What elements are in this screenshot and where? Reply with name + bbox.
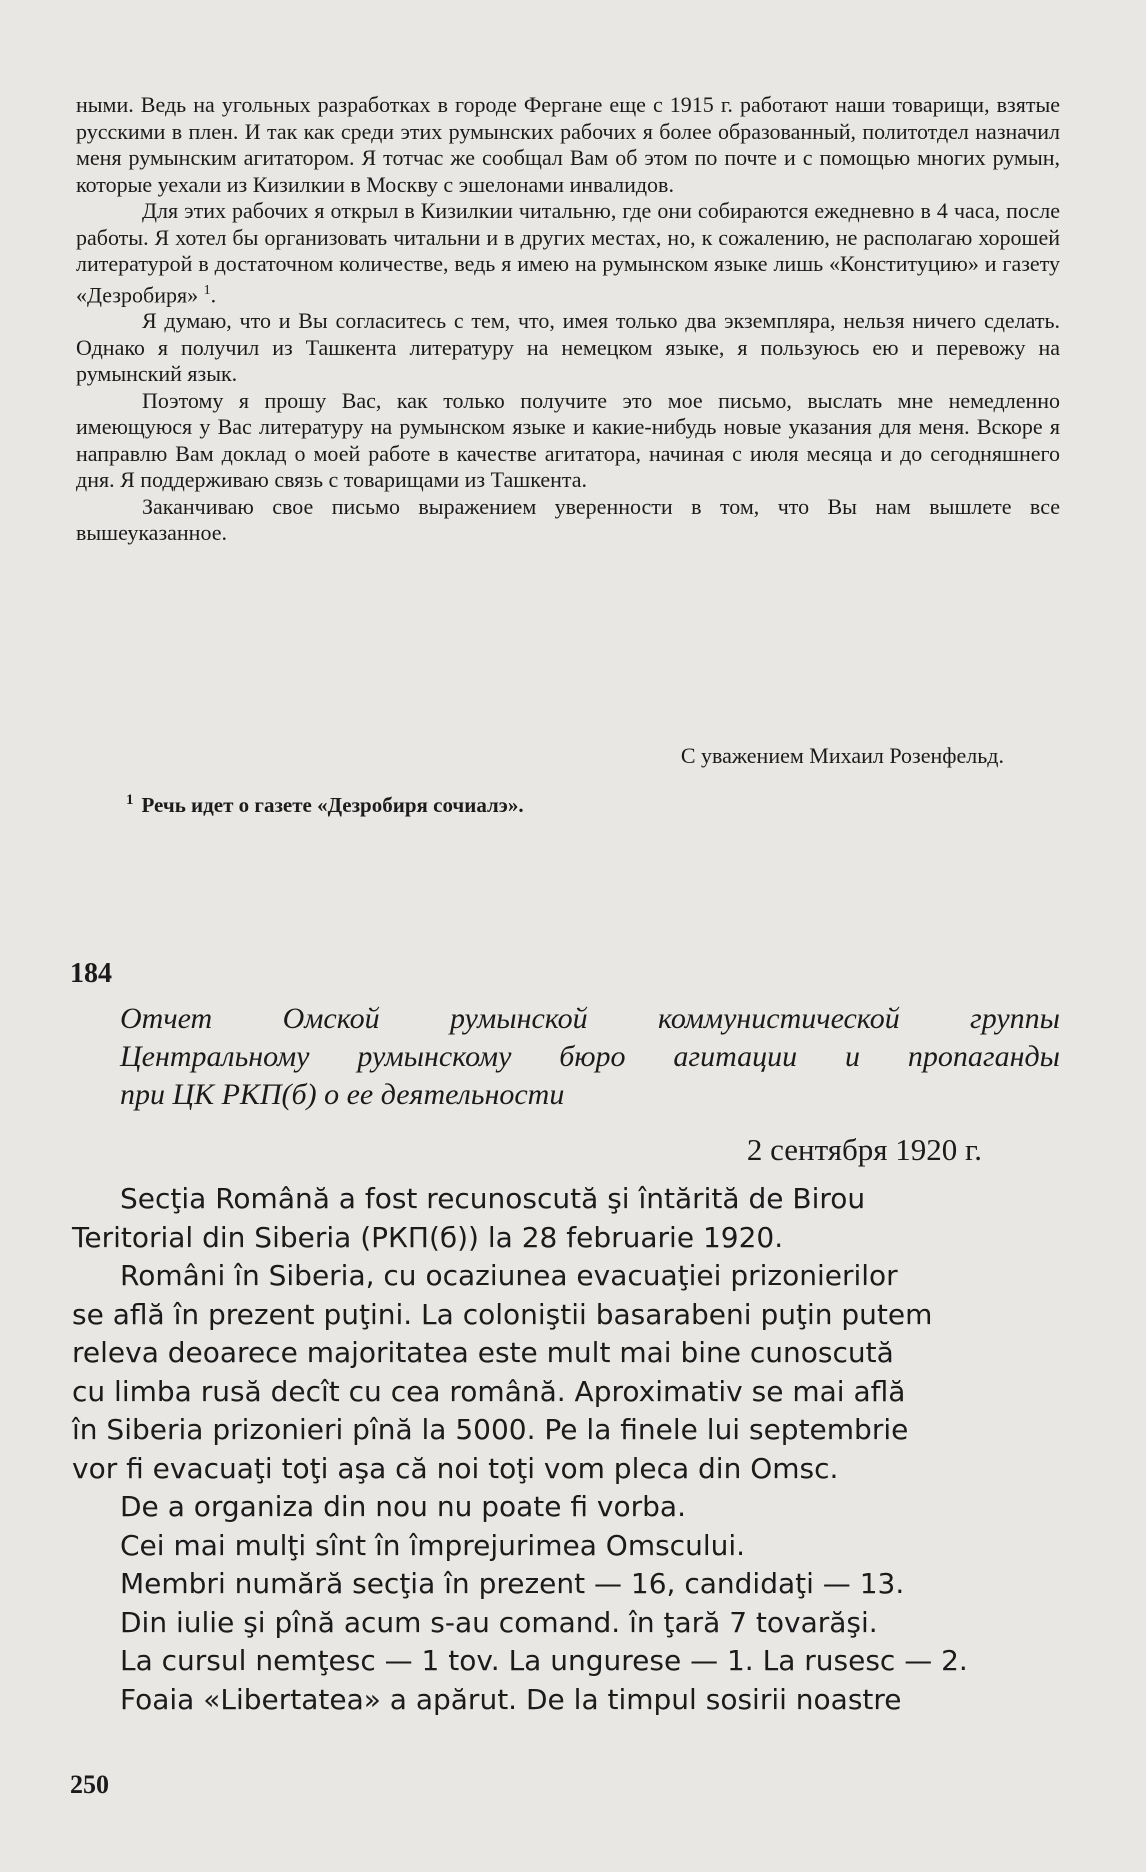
letter-paragraph: Поэтому я прошу Вас, как только получите это мое письмо, выслать мне немедленно имеющуюся у Вас литературу на румынском языке и какие-нибудь новые указания для меня. Вскоре я направлю Вам доклад о моей работе в качестве агитатора, начиная с июля месяца и до сегодняшнего дня. Я поддерживаю связь с товарищами из Ташкента. [76,387,1060,493]
title-line: Отчет Омской румынской коммунистической группы [120,1002,1060,1035]
letter-paragraph: Я думаю, что и Вы согласитесь с тем, что, имея только два экземпляра, нельзя ничего сделать. Однако я получил из Ташкента литературу на немецком языке, я пользуюсь ею и перевожу на румынский язык. [76,308,1060,387]
report-line: La cursul nemţesc — 1 tov. La ungurese — 1. La rusesc — 2. [120,1644,968,1677]
footnote-number: 1 [126,792,134,808]
page-number: 250 [70,1770,109,1799]
report-line: Din iulie şi pînă acum s-au comand. în ţară 7 tovarăşi. [120,1605,878,1639]
letter-signature: С уважением Михаил Розенфельд. [680,743,1004,768]
report-line: Secţia Română a fost recunoscută şi întărită de Birou [120,1182,866,1215]
report-line: se află în prezent puţini. La coloniştii basarabeni puţin putem [72,1297,933,1331]
title-line: Центральному румынскому бюро агитации и пропаганды [120,1040,1060,1073]
letter-paragraph: Для этих рабочих я открыл в Кизилкии читальню, где они собираются ежедневно в 4 часа, после работы. Я хотел бы организовать читальни и в других местах, но, к сожалению, не располагаю хорошей литературой в достаточном количестве, ведь я имею на румынском языке лишь «Конституцию» и газету «Дезробиря» $^1$. [76,198,1060,307]
report-line: în Siberia prizonieri pînă la 5000. Pe la finele lui septembrie [72,1413,909,1446]
document-number: 184 [70,958,112,989]
romanian-report-body [72,1180,1052,1719]
footnote-marker: 1 [203,282,211,298]
footnote [126,792,524,818]
report-line: cu limba rusă decît cu cea română. Aproximativ se mai află [72,1374,906,1408]
letter-paragraph: Заканчиваю свое письмо выражением уверенности в том, что Вы нам вышлете все вышеуказанное. [76,493,1060,546]
footnote-text: Речь идет о газете «Дезробиря сочиалэ». [141,793,524,817]
report-line: Români în Siberia, cu ocaziunea evacuaţiei prizonierilor [120,1259,898,1292]
report-line: Membri numără secţia în prezent — 16, candidaţi — 13. [120,1567,905,1600]
report-line: Cei mai mulţi sînt în împrejurimea Omscului. [120,1528,746,1562]
report-line: vor fi evacuaţi toţi aşa că noi toţi vom pleca din Omsc. [72,1451,839,1485]
letter-paragraph: ными. Ведь на угольных разработках в городе Фергане еще с 1915 г. работают наши товарищи, взятые русскими в плен. И так как среди этих румынских рабочих я более образованный, политотдел назначил меня румынским агитатором. Я тотчас же сообщал Вам об этом по почте и с помощью многих румын, которые уехали из Кизилкии в Москву с эшелонами инвалидов. [76,92,1060,197]
document-date: 2 сентября 1920 г. [746,1132,982,1167]
report-line: Teritorial din Siberia (РКП(б)) la 28 februarie 1920. [72,1220,784,1254]
russian-letter-body [76,92,1060,547]
report-line: Foaia «Libertatea» a apărut. De la timpul sosirii noastre [120,1682,902,1716]
title-line: при ЦК РКП(б) о ее деятельности [120,1078,565,1111]
report-line: De a organiza din nou nu poate fi vorba. [120,1490,686,1523]
report-line: releva deoarece majoritatea este mult mai bine cunoscută [72,1336,894,1369]
document-title [120,1000,1060,1114]
